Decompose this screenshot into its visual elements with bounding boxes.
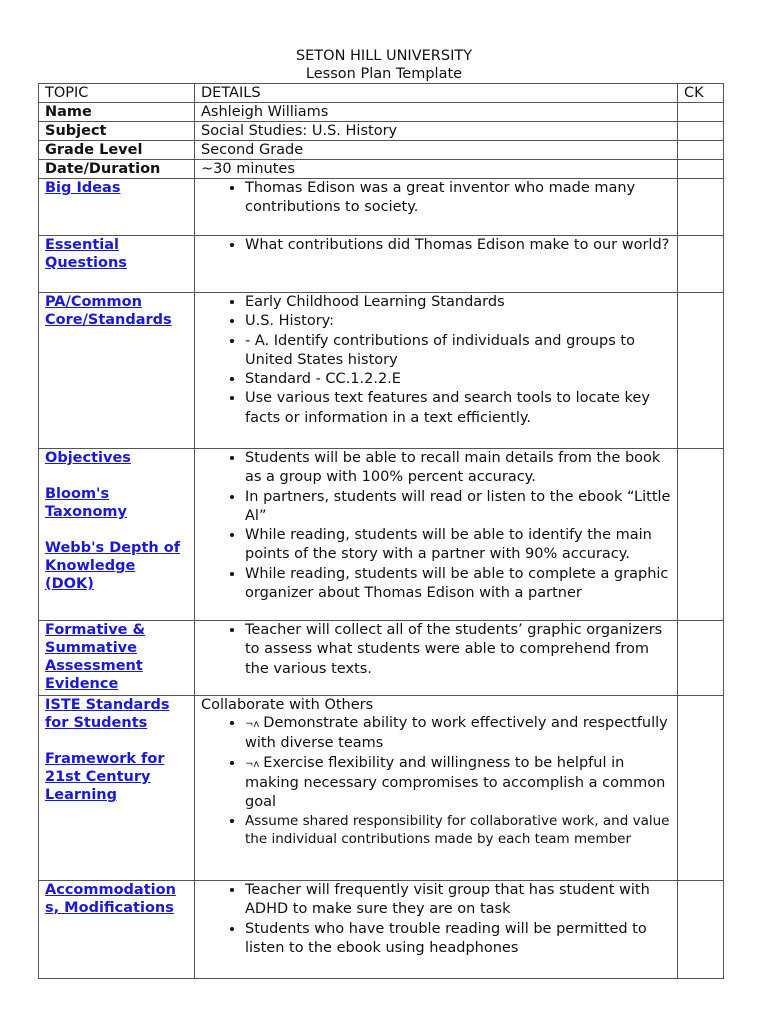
ck-cell <box>678 160 724 179</box>
big-ideas-list <box>201 179 677 218</box>
date-duration-label: Date/Duration <box>39 160 195 179</box>
list-item: • U.S. History: <box>245 312 677 331</box>
list-item <box>245 714 677 754</box>
link-line: PA/Common <box>45 294 142 310</box>
iste-standards-link[interactable] <box>45 696 194 732</box>
essential-questions-list <box>201 236 677 255</box>
subject-value: Social Studies: U.S. History <box>195 122 678 141</box>
link-line: s, Modifications <box>45 900 174 916</box>
objectives-list <box>201 449 677 603</box>
list-item: • - A. Identify contributions of individuals and groups to United States history <box>245 332 677 371</box>
list-item: • Thomas Edison was a great inventor who made many contributions to society. <box>245 179 677 218</box>
link-line: for Students <box>45 715 148 731</box>
iste-row <box>39 696 724 881</box>
column-header-row <box>39 84 724 103</box>
ck-cell <box>678 236 724 293</box>
link-line: Evidence <box>45 676 119 692</box>
link-line: Assessment <box>45 658 143 674</box>
link-line: Core/Standards <box>45 312 172 328</box>
grade-level-value: Second Grade <box>195 141 678 160</box>
ck-cell <box>678 696 724 881</box>
link-line: Formative & <box>45 622 146 638</box>
iste-list <box>201 714 677 812</box>
list-item: • While reading, students will be able to complete a graphic organizer about Thomas Edison with a partner <box>245 565 677 604</box>
date-duration-row <box>39 160 724 179</box>
details-header: DETAILS <box>195 84 678 103</box>
list-item: • Early Childhood Learning Standards <box>245 293 677 312</box>
essential-questions-row <box>39 236 724 293</box>
accommodations-list <box>201 881 677 958</box>
objectives-row <box>39 449 724 621</box>
iste-small-list <box>201 812 677 848</box>
assessment-link[interactable] <box>45 621 194 693</box>
list-item-text: Exercise flexibility and willingness to be helpful in making necessary compromises to accomplish a common goal <box>245 754 666 811</box>
link-line: Bloom's <box>45 486 110 502</box>
big-ideas-row <box>39 179 724 236</box>
framework-21st-century-link[interactable] <box>45 750 194 804</box>
ck-cell <box>678 621 724 696</box>
link-line: Essential <box>45 237 119 253</box>
subject-label: Subject <box>39 122 195 141</box>
ck-cell <box>678 449 724 621</box>
list-item: • In partners, students will read or listen to the ebook “Little Al” <box>245 488 677 527</box>
big-ideas-link[interactable]: Big Ideas <box>45 180 121 196</box>
link-line: Accommodation <box>45 882 176 898</box>
objectives-link[interactable]: Objectives <box>45 450 131 466</box>
link-line: ISTE Standards <box>45 697 170 713</box>
link-line: Webb's Depth of <box>45 540 181 556</box>
list-item-text: Demonstrate ability to work effectively and respectfully with diverse teams <box>245 715 668 752</box>
template-title: Lesson Plan Template <box>305 66 463 82</box>
list-item: • While reading, students will be able to identify the main points of the story with a partner with 90% accuracy. <box>245 526 677 565</box>
standards-list <box>201 293 677 428</box>
link-line: Questions <box>45 255 127 271</box>
link-line: (DOK) <box>45 576 94 592</box>
date-duration-value: ~30 minutes <box>195 160 678 179</box>
name-label: Name <box>39 103 195 122</box>
webbs-dok-link[interactable] <box>45 539 194 593</box>
link-line: Learning <box>45 787 118 803</box>
list-item: • Students who have trouble reading will be permitted to listen to the ebook using headphones <box>245 920 677 959</box>
list-item <box>245 754 677 813</box>
standards-row <box>39 293 724 449</box>
ck-cell <box>678 122 724 141</box>
link-line: Framework for <box>45 751 165 767</box>
grade-level-row <box>39 141 724 160</box>
ck-header: CK <box>678 84 724 103</box>
link-line: Summative <box>45 640 137 656</box>
name-value: Ashleigh Williams <box>195 103 678 122</box>
bullet-mark: ¬ʌ <box>245 758 260 770</box>
accommodations-row <box>39 881 724 979</box>
list-item: • Assume shared responsibility for collaborative work, and value the individual contributions made by each team member <box>245 812 677 848</box>
list-item: • Students will be able to recall main details from the book as a group with 100% percent accuracy. <box>245 449 677 488</box>
list-item: • Use various text features and search tools to locate key facts or information in a text efficiently. <box>245 389 677 428</box>
topic-header: TOPIC <box>39 84 195 103</box>
name-row <box>39 103 724 122</box>
assessment-list <box>201 621 677 679</box>
list-item: • Teacher will collect all of the students’ graphic organizers to assess what students were able to comprehend from the various texts. <box>245 621 677 679</box>
standards-link[interactable] <box>45 293 194 329</box>
assessment-row <box>39 621 724 696</box>
list-item: • Teacher will frequently visit group that has student with ADHD to make sure they are on task <box>245 881 677 920</box>
university-title: SETON HILL UNIVERSITY <box>295 48 473 64</box>
ck-cell <box>678 141 724 160</box>
ck-cell <box>678 293 724 449</box>
essential-questions-link[interactable] <box>45 236 194 272</box>
link-line: 21st Century <box>45 769 151 785</box>
ck-cell <box>678 103 724 122</box>
bullet-mark: ¬ʌ <box>245 719 260 730</box>
lesson-plan-table <box>38 83 724 979</box>
link-line: Taxonomy <box>45 504 127 520</box>
iste-intro: Collaborate with Others <box>201 697 374 713</box>
ck-cell <box>678 881 724 979</box>
accommodations-link[interactable] <box>45 881 194 917</box>
list-item: • What contributions did Thomas Edison make to our world? <box>245 236 677 255</box>
grade-level-label: Grade Level <box>39 141 195 160</box>
link-line: Knowledge <box>45 558 136 574</box>
subject-row <box>39 122 724 141</box>
blooms-taxonomy-link[interactable] <box>45 485 194 521</box>
ck-cell <box>678 179 724 236</box>
list-item: • Standard - CC.1.2.2.E <box>245 370 677 389</box>
